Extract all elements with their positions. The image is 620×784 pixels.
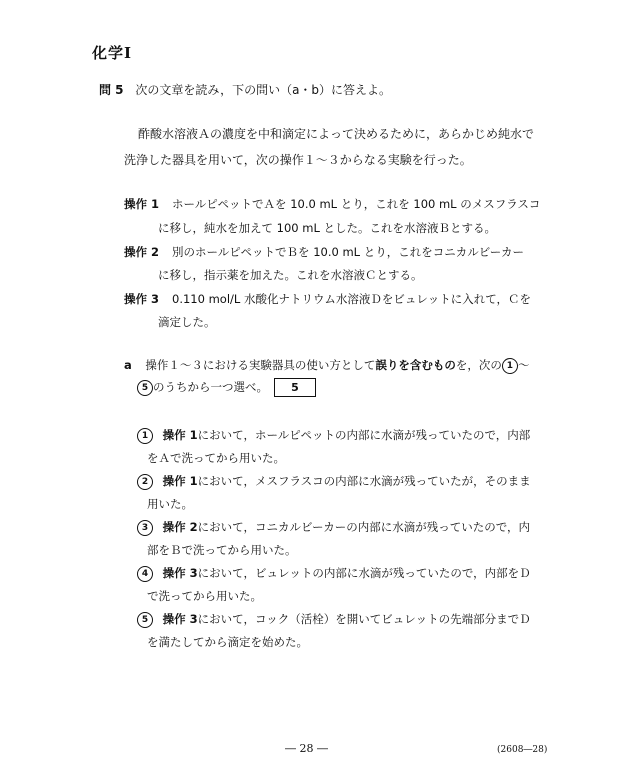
tilde: ～ xyxy=(517,358,530,372)
part-a-emphasis: 誤りを含むもの xyxy=(375,358,456,372)
operation-label: 操作 1 xyxy=(124,197,160,211)
choice-continuation: 部をＢで洗ってから用いた。 xyxy=(147,543,297,557)
choice-continuation: で洗ってから用いた。 xyxy=(147,589,262,603)
question-prompt: 次の文章を読み，下の問い（a・b）に答えよ。 xyxy=(135,83,392,97)
operation-text-line: 0.110 mol/L 水酸化ナトリウム水溶液Ｄをビュレットに入れて，Ｃを xyxy=(172,292,531,306)
subject-title: 化学Ⅰ xyxy=(92,44,133,62)
choice-text: において，ビュレットの内部に水滴が残っていたので，内部をＤ xyxy=(197,566,531,580)
question-number: 問 5 xyxy=(99,83,124,97)
part-label: a xyxy=(124,358,132,372)
choice-text: において，メスフラスコの内部に水滴が残っていたが，そのまま xyxy=(197,474,531,488)
circled-number: 5 xyxy=(137,380,153,396)
intro-line-2: 洗浄した器具を用いて，次の操作１～３からなる実験を行った。 xyxy=(124,153,472,167)
circled-number: 2 xyxy=(137,474,153,490)
answer-box: 5 xyxy=(274,378,316,397)
operation-text-line: ホールピペットでＡを 10.0 mL とり，これを 100 mL のメスフラスコ xyxy=(172,197,541,211)
operation-text-line: に移し，指示薬を加えた。これを水溶液Ｃとする。 xyxy=(158,268,423,282)
circled-number: 1 xyxy=(137,428,153,444)
choice-item xyxy=(137,473,531,490)
choice-text: において，ホールピペットの内部に水滴が残っていたので，内部 xyxy=(197,428,531,442)
choice-operation: 操作 2 xyxy=(162,520,198,534)
part-a-text: を，次の xyxy=(455,358,502,372)
choice-operation: 操作 3 xyxy=(162,566,198,580)
choice-operation: 操作 3 xyxy=(162,612,198,626)
circled-number: 1 xyxy=(502,358,518,374)
operation-label: 操作 3 xyxy=(124,292,160,306)
choice-item xyxy=(137,427,530,444)
page-number: ― 28 ― xyxy=(285,742,328,755)
part-a-text: のうちから一つ選べ。 xyxy=(153,380,268,394)
question-header xyxy=(99,81,391,98)
choice-item xyxy=(137,519,530,536)
part-a-line-2 xyxy=(137,378,316,397)
choice-text: において，コック（活栓）を開いてビュレットの先端部分までＤ xyxy=(197,612,531,626)
operation-text-line: に移し，純水を加えて 100 mL とした。これを水溶液Ｂとする。 xyxy=(158,221,497,235)
choice-continuation: を満たしてから滴定を始めた。 xyxy=(147,635,308,649)
choice-item xyxy=(137,611,531,628)
choice-continuation: をＡで洗ってから用いた。 xyxy=(147,451,285,465)
choice-text: において，コニカルビーカーの内部に水滴が残っていたので，内 xyxy=(197,520,531,534)
choice-continuation: 用いた。 xyxy=(147,497,193,511)
circled-number: 5 xyxy=(137,612,153,628)
intro-line-1: 酢酸水溶液Ａの濃度を中和滴定によって決めるために，あらかじめ純水で xyxy=(138,127,535,141)
part-a-line-1 xyxy=(124,357,529,374)
choice-item xyxy=(137,565,531,582)
operation-text-line: 滴定した。 xyxy=(158,315,216,329)
circled-number: 4 xyxy=(137,566,153,582)
part-a-text: 操作１～３における実験器具の使い方として xyxy=(145,358,376,372)
operation-label: 操作 2 xyxy=(124,245,160,259)
choice-operation: 操作 1 xyxy=(162,428,198,442)
operation-text-line: 別のホールピペットでＢを 10.0 mL とり，これをコニカルビーカー xyxy=(172,245,525,259)
circled-number: 3 xyxy=(137,520,153,536)
choice-operation: 操作 1 xyxy=(162,474,198,488)
document-code: (2608―28) xyxy=(497,745,548,755)
